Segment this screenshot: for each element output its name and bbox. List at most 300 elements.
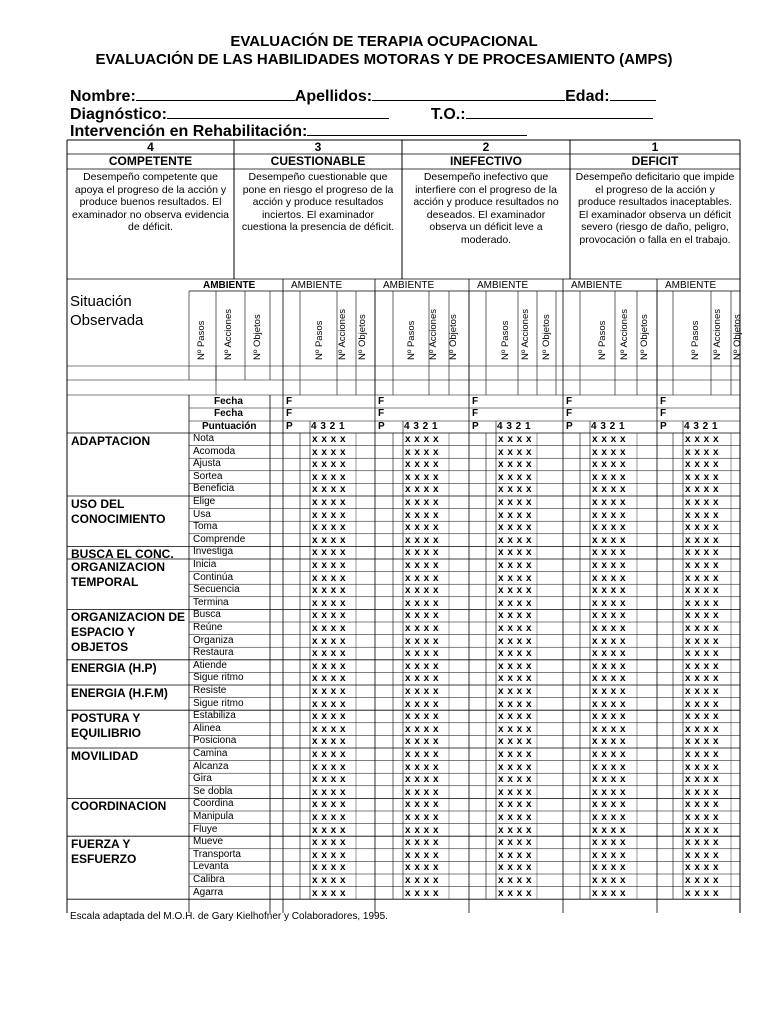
score-marks: x x x x xyxy=(312,774,346,786)
f-label: F xyxy=(286,408,293,419)
score-marks: x x x x xyxy=(685,471,719,483)
score-marks: x x x x xyxy=(405,623,439,634)
nombre-label: Nombre: xyxy=(70,88,136,105)
subcolumn-label: Nº Acciones xyxy=(520,309,531,360)
item-label: Se dobla xyxy=(193,785,233,797)
score-marks: x x x x xyxy=(498,623,532,634)
fecha-label: Fecha xyxy=(214,408,243,419)
score-marks: x x x x xyxy=(685,686,719,697)
subcolumn-label: Nº Acciones xyxy=(337,309,348,360)
ambiente-label: AMBIENTE xyxy=(571,280,623,291)
f-label: F xyxy=(566,396,573,407)
level-description: Desempeño deficitario que impide el progreso de la acción y produce resultados inaceptables. El examinador observa un déficit severo (riesgo de daño, peligro, provocación o falla en el trabajo. xyxy=(575,171,735,246)
score-marks: x x x x xyxy=(685,887,719,899)
score-marks: x x x x xyxy=(592,711,626,723)
score-marks: x x x x xyxy=(685,711,719,723)
score-marks: x x x x xyxy=(405,572,439,584)
p-label: P xyxy=(566,421,573,432)
item-label: Busca xyxy=(193,609,221,621)
score-marks: x x x x xyxy=(498,522,532,534)
score-marks: x x x x xyxy=(498,824,532,836)
score-marks: x x x x xyxy=(685,572,719,584)
item-label: Inicia xyxy=(193,559,217,570)
p-label: P xyxy=(286,421,293,432)
ambiente-label: AMBIENTE xyxy=(665,280,717,291)
score-marks: x x x x xyxy=(498,572,532,584)
score-marks: x x x x xyxy=(685,723,719,735)
subcolumn-label: Nº Pasos xyxy=(406,320,417,360)
score-marks: x x x x xyxy=(685,812,719,823)
score-marks: x x x x xyxy=(498,471,532,483)
subcolumn-label: Nº Objetos xyxy=(448,314,459,360)
subcolumn-label: Nº Objetos xyxy=(639,314,650,360)
form-subtitle: EVALUACIÓN DE LAS HABILIDADES MOTORAS Y DE PROCESAMIENTO (AMPS) xyxy=(95,51,673,68)
score-marks: x x x x xyxy=(498,711,532,723)
edad-label: Edad: xyxy=(565,88,610,105)
score-marks: x x x x xyxy=(312,824,346,836)
level-number: 4 xyxy=(147,140,154,154)
item-label: Sigue ritmo xyxy=(193,672,244,684)
score-marks: x x x x xyxy=(685,837,719,849)
item-label: Coordina xyxy=(193,798,234,810)
score-marks: x x x x xyxy=(592,547,626,559)
item-label: Beneficia xyxy=(193,483,235,495)
score-marks: x x x x xyxy=(312,862,346,874)
score-marks: x x x x xyxy=(685,509,719,521)
item-label: Ajusta xyxy=(193,458,221,470)
score-marks: x x x x xyxy=(312,585,346,597)
score-marks: x x x x xyxy=(592,471,626,483)
score-marks: x x x x xyxy=(312,711,346,723)
score-marks: x x x x xyxy=(405,736,439,748)
score-marks: x x x x xyxy=(405,723,439,735)
subcolumn-label: Nº Acciones xyxy=(712,309,723,360)
p-label: P xyxy=(660,421,667,432)
score-marks: x x x x xyxy=(405,597,439,609)
score-marks: x x x x xyxy=(685,824,719,836)
score-marks: x x x x xyxy=(685,862,719,874)
level-name: DEFICIT xyxy=(631,154,679,168)
item-label: Investiga xyxy=(193,546,234,558)
score-marks: x x x x xyxy=(405,434,439,445)
score-marks: x x x x xyxy=(685,749,719,760)
score-marks: x x x x xyxy=(685,623,719,634)
score-marks: x x x x xyxy=(685,522,719,534)
score-marks: x x x x xyxy=(405,849,439,861)
f-label: F xyxy=(472,408,479,419)
score-marks: x x x x xyxy=(498,799,532,811)
score-marks: x x x x xyxy=(405,774,439,786)
score-marks: x x x x xyxy=(685,648,719,660)
score-marks: x x x x xyxy=(498,875,532,886)
item-label: Transporta xyxy=(193,848,241,860)
score-marks: x x x x xyxy=(685,534,719,546)
subcolumn-label: Nº Objetos xyxy=(541,314,552,360)
score-marks: x x x x xyxy=(685,459,719,471)
score-marks: x x x x xyxy=(312,686,346,697)
category-label: ENERGIA (H.F.M) xyxy=(71,686,168,700)
score-marks: x x x x xyxy=(592,610,626,622)
item-label: Toma xyxy=(193,521,218,533)
score-marks: x x x x xyxy=(405,824,439,836)
score-marks: x x x x xyxy=(312,736,346,748)
ambiente-label: AMBIENTE xyxy=(477,280,529,291)
level-number: 2 xyxy=(482,140,490,154)
score-marks: x x x x xyxy=(498,484,532,496)
item-label: Manipula xyxy=(193,811,234,822)
score-marks: x x x x xyxy=(592,673,626,685)
score-marks: x x x x xyxy=(592,837,626,849)
score-marks: x x x x xyxy=(498,446,532,458)
score-marks: x x x x xyxy=(592,572,626,584)
score-marks: x x x x xyxy=(312,560,346,571)
score-marks: x x x x xyxy=(312,673,346,685)
score-marks: x x x x xyxy=(312,635,346,647)
item-label: Agarra xyxy=(193,886,224,898)
item-label: Levanta xyxy=(193,861,229,873)
item-label: Camina xyxy=(193,748,228,759)
subcolumn-label: Nº Objetos xyxy=(732,314,743,360)
score-marks: x x x x xyxy=(405,509,439,521)
score-marks: x x x x xyxy=(592,585,626,597)
score-marks: x x x x xyxy=(312,749,346,760)
score-marks: x x x x xyxy=(685,673,719,685)
level-number: 1 xyxy=(651,140,659,154)
score-marks: x x x x xyxy=(498,749,532,760)
p-label: P xyxy=(472,421,479,432)
score-marks: x x x x xyxy=(498,509,532,521)
category-label: BUSCA EL CONC. xyxy=(71,547,174,562)
score-marks: x x x x xyxy=(592,736,626,748)
apellidos-label: Apellidos: xyxy=(294,88,373,105)
footer-note: Escala adaptada del M.O.H. de Gary Kielhofner y Colaboradores, 1995. xyxy=(70,911,388,922)
score-marks: x x x x xyxy=(312,434,346,445)
item-label: Termina xyxy=(193,596,229,608)
score-marks: x x x x xyxy=(312,597,346,609)
category-label: ADAPTACION xyxy=(71,434,151,448)
category-label: MOVILIDAD xyxy=(71,749,139,763)
form-title: EVALUACIÓN DE TERAPIA OCUPACIONAL xyxy=(230,33,538,50)
score-marks: x x x x xyxy=(685,560,719,571)
score-marks: x x x x xyxy=(498,434,532,445)
score-marks: x x x x xyxy=(685,786,719,798)
subcolumn-label: Nº Pasos xyxy=(597,320,608,360)
score-marks: x x x x xyxy=(405,471,439,483)
ambiente-label: AMBIENTE xyxy=(291,280,343,291)
score-marks: x x x x xyxy=(498,597,532,609)
score-marks: x x x x xyxy=(498,736,532,748)
score-marks: x x x x xyxy=(685,434,719,445)
level-description: Desempeño cuestionable que pone en riesgo el progreso de la acción y produce resultados inciertos. El examinador cuestiona la presencia de déficit. xyxy=(241,171,395,234)
score-marks: x x x x xyxy=(405,862,439,874)
score-marks: x x x x xyxy=(685,497,719,508)
score-marks: x x x x xyxy=(405,585,439,597)
score-marks: x x x x xyxy=(405,497,439,508)
item-label: Acomoda xyxy=(193,445,236,457)
situacion-label: Situación Observada xyxy=(70,293,144,329)
score-header: 4 3 2 1 xyxy=(311,421,345,432)
fecha-label: Fecha xyxy=(214,396,243,407)
level-name: CUESTIONABLE xyxy=(270,154,366,168)
score-marks: x x x x xyxy=(592,597,626,609)
score-marks: x x x x xyxy=(592,749,626,760)
score-marks: x x x x xyxy=(498,635,532,647)
score-marks: x x x x xyxy=(685,610,719,622)
category-label: ORGANIZACION DE ESPACIO Y OBJETOS xyxy=(71,610,185,655)
score-marks: x x x x xyxy=(592,560,626,571)
score-marks: x x x x xyxy=(592,484,626,496)
score-marks: x x x x xyxy=(592,648,626,660)
score-marks: x x x x xyxy=(312,799,346,811)
score-marks: x x x x xyxy=(592,660,626,672)
item-label: Nota xyxy=(193,433,215,444)
item-label: Sortea xyxy=(193,470,223,482)
item-label: Organiza xyxy=(193,634,234,646)
score-marks: x x x x xyxy=(685,446,719,458)
score-marks: x x x x xyxy=(405,786,439,798)
score-marks: x x x x xyxy=(312,446,346,458)
category-label: FUERZA Y ESFUERZO xyxy=(71,837,137,867)
score-marks: x x x x xyxy=(405,560,439,571)
item-label: Fluye xyxy=(193,823,218,835)
score-marks: x x x x xyxy=(498,774,532,786)
score-marks: x x x x xyxy=(498,698,532,710)
intervencion-label: Intervención en Rehabilitación: xyxy=(70,123,308,140)
item-label: Alinea xyxy=(193,722,221,734)
score-marks: x x x x xyxy=(312,812,346,823)
score-marks: x x x x xyxy=(312,698,346,710)
score-marks: x x x x xyxy=(312,648,346,660)
item-label: Alcanza xyxy=(193,760,229,772)
score-marks: x x x x xyxy=(312,610,346,622)
score-marks: x x x x xyxy=(312,623,346,634)
score-marks: x x x x xyxy=(592,698,626,710)
score-marks: x x x x xyxy=(312,723,346,735)
score-marks: x x x x xyxy=(498,887,532,899)
category-label: ENERGIA (H.P) xyxy=(71,660,157,675)
score-marks: x x x x xyxy=(592,522,626,534)
ambiente-label: AMBIENTE xyxy=(203,280,256,291)
score-marks: x x x x xyxy=(312,484,346,496)
score-marks: x x x x xyxy=(405,761,439,773)
score-marks: x x x x xyxy=(405,446,439,458)
score-marks: x x x x xyxy=(685,875,719,886)
score-header: 4 3 2 1 xyxy=(591,421,625,432)
score-marks: x x x x xyxy=(498,660,532,672)
score-marks: x x x x xyxy=(312,660,346,672)
category-label: USO DEL CONOCIMIENTO xyxy=(71,497,166,526)
score-marks: x x x x xyxy=(405,610,439,622)
score-marks: x x x x xyxy=(312,509,346,521)
score-marks: x x x x xyxy=(685,484,719,496)
category-label: POSTURA Y EQUILIBRIO xyxy=(71,711,142,741)
item-label: Calibra xyxy=(193,874,225,885)
score-marks: x x x x xyxy=(498,862,532,874)
score-marks: x x x x xyxy=(405,887,439,899)
score-marks: x x x x xyxy=(592,509,626,521)
item-label: Elige xyxy=(193,496,216,507)
item-label: Secuencia xyxy=(193,584,240,596)
f-label: F xyxy=(378,408,385,419)
score-marks: x x x x xyxy=(312,887,346,899)
item-label: Reúne xyxy=(193,622,223,633)
score-marks: x x x x xyxy=(592,623,626,634)
score-marks: x x x x xyxy=(405,799,439,811)
score-marks: x x x x xyxy=(685,849,719,861)
score-marks: x x x x xyxy=(685,597,719,609)
score-marks: x x x x xyxy=(312,786,346,798)
score-marks: x x x x xyxy=(592,824,626,836)
score-marks: x x x x xyxy=(405,484,439,496)
subcolumn-label: Nº Acciones xyxy=(619,309,630,360)
item-label: Estabiliza xyxy=(193,710,236,722)
score-marks: x x x x xyxy=(592,723,626,735)
category-label: ORGANIZACION TEMPORAL xyxy=(71,560,165,589)
item-label: Continúa xyxy=(193,571,234,583)
score-marks: x x x x xyxy=(592,799,626,811)
score-header: 4 3 2 1 xyxy=(404,421,438,432)
score-marks: x x x x xyxy=(498,723,532,735)
f-label: F xyxy=(472,396,479,407)
score-marks: x x x x xyxy=(592,875,626,886)
score-marks: x x x x xyxy=(405,812,439,823)
score-marks: x x x x xyxy=(312,761,346,773)
score-marks: x x x x xyxy=(592,761,626,773)
score-marks: x x x x xyxy=(685,660,719,672)
score-marks: x x x x xyxy=(498,673,532,685)
score-marks: x x x x xyxy=(312,849,346,861)
level-number: 3 xyxy=(314,140,322,154)
score-marks: x x x x xyxy=(498,497,532,508)
f-label: F xyxy=(660,408,667,419)
score-marks: x x x x xyxy=(405,459,439,471)
score-marks: x x x x xyxy=(592,887,626,899)
score-marks: x x x x xyxy=(685,635,719,647)
score-marks: x x x x xyxy=(592,534,626,546)
level-name: INEFECTIVO xyxy=(449,154,522,168)
subcolumn-label: Nº Acciones xyxy=(223,309,234,360)
score-marks: x x x x xyxy=(592,497,626,508)
score-marks: x x x x xyxy=(685,799,719,811)
item-label: Comprende xyxy=(193,533,246,545)
score-marks: x x x x xyxy=(498,849,532,861)
score-marks: x x x x xyxy=(312,459,346,471)
ambiente-label: AMBIENTE xyxy=(383,280,435,291)
score-marks: x x x x xyxy=(498,585,532,597)
puntuacion-label: Puntuación xyxy=(202,421,257,432)
score-marks: x x x x xyxy=(405,534,439,546)
level-name: COMPETENTE xyxy=(108,154,193,168)
score-marks: x x x x xyxy=(685,736,719,748)
item-label: Restaura xyxy=(193,647,234,659)
score-marks: x x x x xyxy=(405,660,439,672)
level-description: Desempeño inefectivo que interfiere con el progreso de la acción y produce resultados no deseados. El examinador observa un déficit leve a moderado. xyxy=(413,171,559,246)
score-marks: x x x x xyxy=(498,459,532,471)
score-marks: x x x x xyxy=(592,446,626,458)
score-marks: x x x x xyxy=(498,761,532,773)
score-marks: x x x x xyxy=(405,875,439,886)
item-label: Mueve xyxy=(193,836,224,848)
score-marks: x x x x xyxy=(685,547,719,559)
score-marks: x x x x xyxy=(405,547,439,559)
subcolumn-label: Nº Objetos xyxy=(357,314,368,360)
score-marks: x x x x xyxy=(498,812,532,823)
f-label: F xyxy=(378,396,385,407)
score-marks: x x x x xyxy=(498,648,532,660)
score-marks: x x x x xyxy=(405,673,439,685)
item-label: Resiste xyxy=(193,685,227,696)
score-marks: x x x x xyxy=(498,837,532,849)
score-marks: x x x x xyxy=(685,761,719,773)
subcolumn-label: Nº Pasos xyxy=(314,320,325,360)
item-label: Usa xyxy=(193,508,211,520)
score-marks: x x x x xyxy=(312,522,346,534)
score-marks: x x x x xyxy=(405,711,439,723)
score-marks: x x x x xyxy=(405,648,439,660)
score-marks: x x x x xyxy=(592,635,626,647)
category-label: COORDINACION xyxy=(71,799,167,814)
score-marks: x x x x xyxy=(312,547,346,559)
item-label: Sigue ritmo xyxy=(193,697,244,709)
score-marks: x x x x xyxy=(592,786,626,798)
level-description: Desempeño competente que apoya el progreso de la acción y produce buenos resultados. El examinador no observa evidencia de déficit. xyxy=(72,171,230,234)
score-marks: x x x x xyxy=(498,686,532,697)
score-marks: x x x x xyxy=(498,786,532,798)
item-label: Gira xyxy=(193,773,212,785)
score-marks: x x x x xyxy=(312,497,346,508)
subcolumn-label: Nº Pasos xyxy=(690,320,701,360)
score-marks: x x x x xyxy=(312,837,346,849)
score-marks: x x x x xyxy=(312,572,346,584)
score-marks: x x x x xyxy=(498,560,532,571)
score-marks: x x x x xyxy=(498,610,532,622)
score-header: 4 3 2 1 xyxy=(684,421,718,432)
score-marks: x x x x xyxy=(405,635,439,647)
item-label: Posiciona xyxy=(193,735,237,747)
score-marks: x x x x xyxy=(498,547,532,559)
score-marks: x x x x xyxy=(592,686,626,697)
score-marks: x x x x xyxy=(312,534,346,546)
f-label: F xyxy=(566,408,573,419)
subcolumn-label: Nº Pasos xyxy=(500,320,511,360)
subcolumn-label: Nº Pasos xyxy=(196,320,207,360)
score-marks: x x x x xyxy=(685,585,719,597)
score-marks: x x x x xyxy=(592,774,626,786)
score-marks: x x x x xyxy=(405,837,439,849)
item-label: Atiende xyxy=(193,659,227,671)
to-label: T.O.: xyxy=(430,106,466,123)
score-marks: x x x x xyxy=(312,875,346,886)
score-marks: x x x x xyxy=(405,522,439,534)
diagnostico-label: Diagnóstico: xyxy=(70,106,167,123)
score-marks: x x x x xyxy=(312,471,346,483)
score-marks: x x x x xyxy=(405,749,439,760)
score-marks: x x x x xyxy=(592,434,626,445)
p-label: P xyxy=(378,421,385,432)
score-marks: x x x x xyxy=(685,774,719,786)
score-marks: x x x x xyxy=(592,862,626,874)
score-marks: x x x x xyxy=(498,534,532,546)
score-marks: x x x x xyxy=(685,698,719,710)
subcolumn-label: Nº Acciones xyxy=(428,309,439,360)
subcolumn-label: Nº Objetos xyxy=(252,314,263,360)
score-marks: x x x x xyxy=(592,459,626,471)
score-marks: x x x x xyxy=(405,686,439,697)
score-marks: x x x x xyxy=(592,849,626,861)
score-header: 4 3 2 1 xyxy=(497,421,531,432)
score-marks: x x x x xyxy=(405,698,439,710)
score-marks: x x x x xyxy=(592,812,626,823)
